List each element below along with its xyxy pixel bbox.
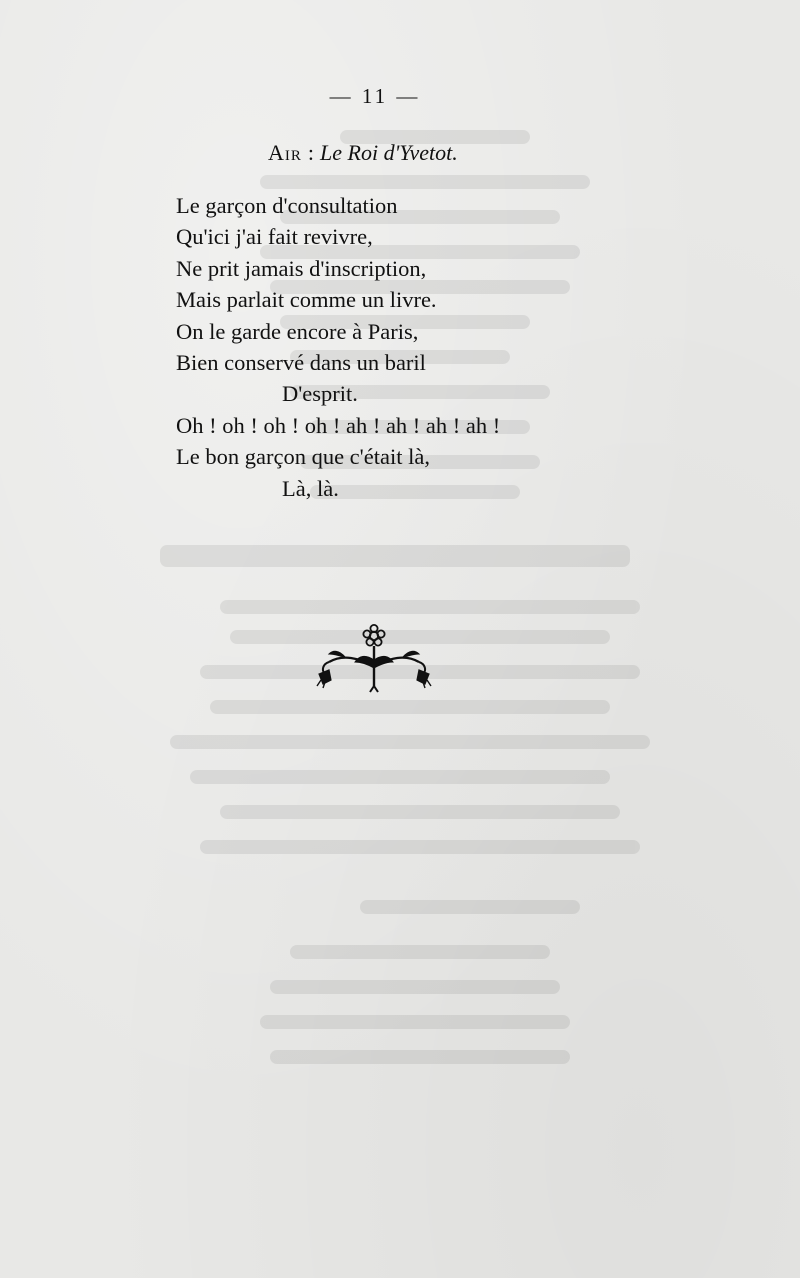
verse-stanza — [176, 190, 500, 504]
air-heading — [268, 140, 458, 166]
verse-line: Oh ! oh ! oh ! oh ! ah ! ah ! ah ! ah ! — [176, 412, 501, 438]
verse-line: Bien conservé dans un baril — [176, 349, 426, 375]
verse-line: Le garçon d'consultation — [176, 193, 398, 218]
verse-line: On le garde encore à Paris, — [176, 318, 419, 344]
floral-vignette-icon — [315, 624, 433, 696]
air-separator: : — [307, 140, 315, 165]
air-label: Air — [268, 140, 302, 165]
air-title: Le Roi d'Yvetot. — [320, 140, 458, 165]
verse-line: Ne prit jamais d'inscription, — [176, 255, 427, 281]
verse-line: Là, là. — [282, 475, 339, 501]
verse-line: Qu'ici j'ai fait revivre, — [176, 224, 373, 250]
verse-line: Le bon garçon que c'était là, — [176, 444, 430, 470]
verse-line: Mais parlait comme un livre. — [176, 287, 437, 313]
page-number: — 11 — — [329, 84, 421, 108]
verse-line: D'esprit. — [282, 381, 358, 407]
